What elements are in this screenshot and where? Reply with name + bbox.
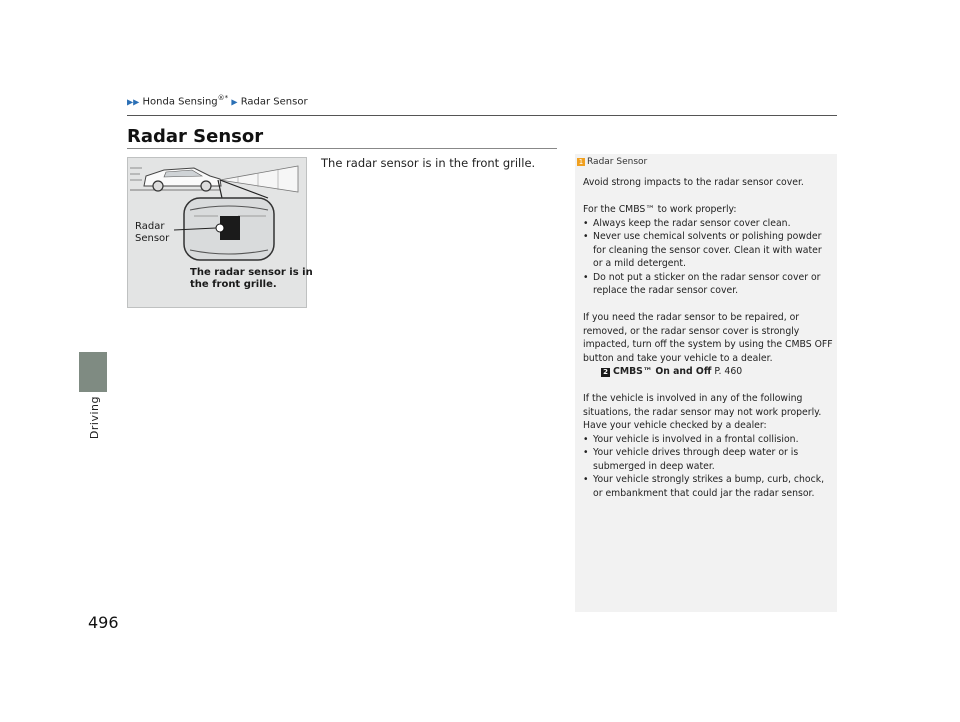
note-bullet-text: Your vehicle drives through deep water or is submerged in deep water. [593,447,799,472]
breadcrumb-arrow-icon: ▶▶ [127,97,140,107]
chapter-tab[interactable] [79,352,107,392]
breadcrumb-page: Radar Sensor [240,96,308,108]
note-bullet [583,271,833,298]
breadcrumb-section[interactable]: Honda Sensing [142,96,218,108]
cross-reference-link[interactable] [583,365,833,379]
radar-beam [220,166,298,192]
header-rule [127,115,837,116]
note-bullet [583,446,833,473]
note-paragraph: If the vehicle is involved in any of the following situations, the radar sensor may not work properly. Have your vehicle checked by a dealer: [583,393,822,431]
car-icon [144,168,221,191]
main-text: The radar sensor is in the front grille. [321,156,536,170]
note-bullet-text: Your vehicle strongly strikes a bump, curb, chock, or embankment that could jar the radar sensor. [593,474,825,499]
arrow-ref-icon: 2 [601,368,610,377]
note-paragraph: For the CMBS™ to work properly: [583,204,737,215]
note-bullet [583,217,833,231]
page-title: Radar Sensor [127,126,264,147]
note-heading-label: Radar Sensor [587,157,648,167]
note-bullet-text: Do not put a sticker on the radar sensor cover or replace the radar sensor cover. [593,271,821,296]
page-number: 496 [88,613,119,632]
title-rule [127,148,557,149]
note-bullet-text: Your vehicle is involved in a frontal collision. [593,433,799,445]
note-paragraph: Avoid strong impacts to the radar sensor cover. [583,177,804,188]
note-bullet [583,230,833,271]
note-heading [577,157,647,167]
xref-page: P. 460 [714,366,743,377]
breadcrumb-section-mark: ®* [217,94,229,102]
note-bullet [583,433,833,447]
breadcrumb [127,94,308,107]
note-bullet-text: Never use chemical solvents or polishing powder for cleaning the sensor cover. Clean it with water or a mild detergent. [593,231,822,269]
note-bullet-text: Always keep the radar sensor cover clean. [593,217,791,229]
note-bullet [583,473,833,500]
note-ref-icon: 1 [578,157,584,166]
chapter-label: Driving [88,396,101,440]
callout-front-grille: The radar sensor is in the front grille. [190,267,313,290]
note-paragraph: If you need the radar sensor to be repaired, or removed, or the radar sensor cover is strongly impacted, turn off the system by using the CMBS OFF button and take your vehicle to a dealer. [583,312,833,364]
note-body [583,176,833,500]
breadcrumb-arrow-icon: ▶ [231,97,238,107]
xref-label: CMBS™ On and Off [613,366,712,377]
callout-radar-sensor: Radar Sensor [135,221,170,244]
